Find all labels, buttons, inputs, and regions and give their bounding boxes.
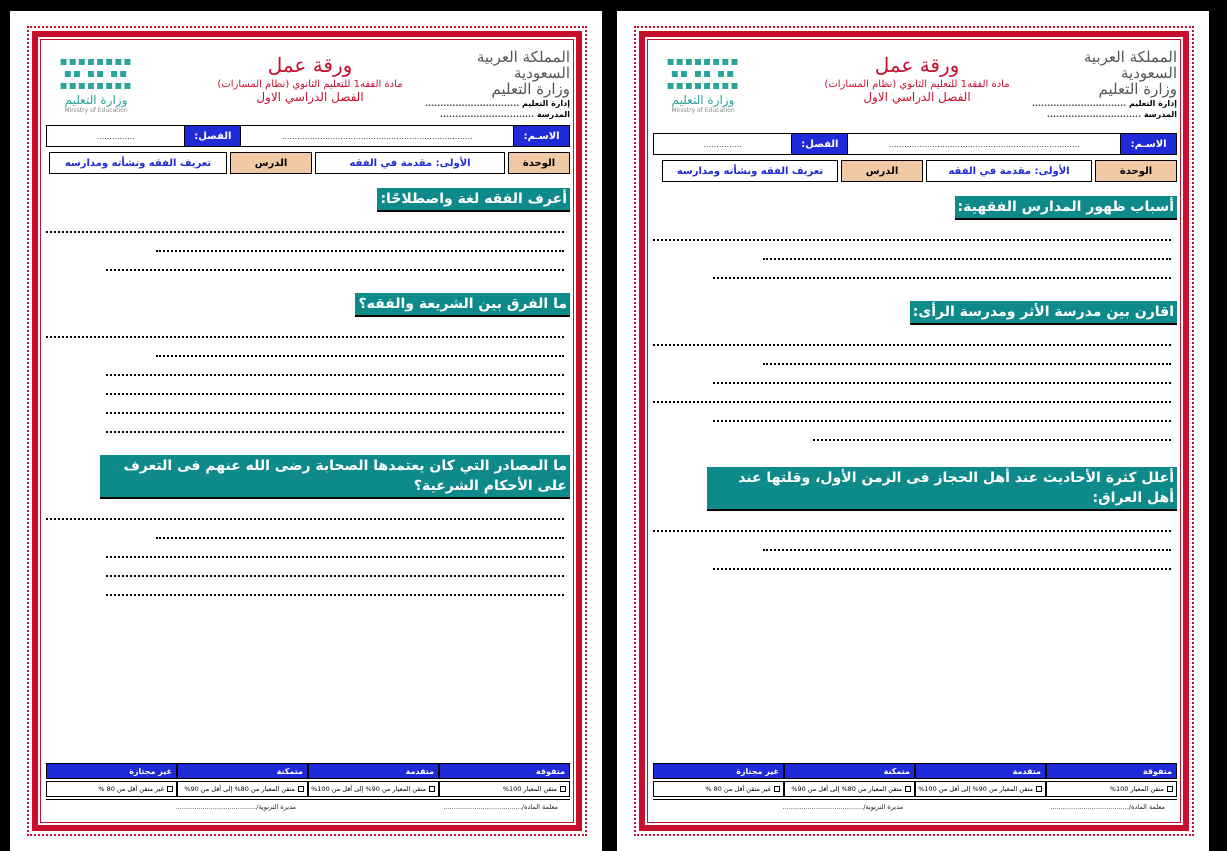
question-text: أعرف الفقه لغة واصطلاحًا: — [377, 188, 570, 212]
moe-logo: ▪▪▪▪▪▪▪▪ ▪▪ ▪▪ ▪▪ ▪▪▪▪▪▪▪▪ وزارة التعليم Ministry of Education — [46, 55, 146, 114]
grade-header: غير مجتازة — [46, 763, 177, 779]
checkbox-icon[interactable] — [1167, 786, 1173, 792]
lesson-value: تعريف الفقه ونشأته ومدارسه — [49, 152, 227, 174]
criteria-checkbox[interactable]: غير متقن أقل من 80 % — [653, 781, 784, 797]
grade-header: متمكنة — [177, 763, 308, 779]
name-row — [46, 125, 570, 147]
evaluation-footer — [653, 763, 1177, 813]
checkbox-icon[interactable] — [1036, 786, 1042, 792]
name-label: الاسـم: — [513, 126, 569, 146]
unit-value: الأولى: مقدمة في الفقه — [315, 152, 505, 174]
moe-logo: ▪▪▪▪▪▪▪▪ ▪▪ ▪▪ ▪▪ ▪▪▪▪▪▪▪▪ وزارة التعليم Ministry of Education — [653, 55, 753, 114]
class-label: الفصل: — [184, 126, 240, 146]
unit-label: الوحدة — [1095, 160, 1177, 182]
answer-lines[interactable] — [653, 222, 1177, 279]
criteria-checkbox[interactable]: متقن المعيار من 80% إلى أقل من 90% — [784, 781, 915, 797]
kingdom-logo: المملكة العربية السعودية — [476, 48, 570, 82]
semester-label: الفصل الدراسي الاول — [863, 90, 971, 104]
education-field: إدارة التعليم ............................... — [1031, 99, 1177, 108]
kingdom-block — [424, 48, 570, 119]
kingdom-block — [1031, 48, 1177, 119]
subject-subtitle: مادة الفقه1 للتعليم الثانوي (نظام المسارات) — [824, 79, 1010, 90]
signature-row — [46, 799, 570, 813]
worksheet-page-left — [10, 11, 602, 851]
checkbox-icon[interactable] — [560, 786, 566, 792]
teacher-signature: معلمة المادة/...................................... — [915, 799, 1177, 813]
lesson-value: تعريف الفقه ونشأته ومدارسه — [662, 160, 838, 182]
page-title: ورقة عمل — [874, 53, 960, 77]
grade-criteria — [653, 781, 1177, 797]
page-title: ورقة عمل — [267, 53, 353, 77]
signature-row — [653, 799, 1177, 813]
grade-header: متقدمة — [915, 763, 1046, 779]
grade-headers — [653, 763, 1177, 779]
principal-signature: مديرة التربوية/....................................... — [653, 799, 915, 813]
class-field[interactable]: ............... — [654, 134, 791, 154]
teacher-signature: معلمة المادة/...................................... — [308, 799, 570, 813]
answer-lines[interactable] — [46, 214, 570, 271]
question-text: ما المصادر التي كان يعتمدها الصحابة رضى الله عنهم فى التعرف على الأحكام الشرعية؟ — [100, 455, 570, 499]
moe-dots-icon: ▪▪▪▪▪▪▪▪ ▪▪ ▪▪ ▪▪ ▪▪▪▪▪▪▪▪ — [59, 54, 133, 92]
unit-row — [653, 160, 1177, 182]
question-2 — [653, 287, 1177, 325]
page-header — [46, 45, 570, 125]
grade-headers — [46, 763, 570, 779]
principal-signature: مديرة التربوية/....................................... — [46, 799, 308, 813]
criteria-checkbox[interactable]: متقن المعيار من 90% إلى أقل من 100% — [915, 781, 1046, 797]
grade-header: متقدمة — [308, 763, 439, 779]
education-field: إدارة التعليم ............................... — [424, 99, 570, 108]
checkbox-icon[interactable] — [167, 786, 173, 792]
name-field[interactable]: ........................................................................... — [240, 126, 513, 146]
name-field[interactable]: ........................................................................... — [847, 134, 1120, 154]
checkbox-icon[interactable] — [298, 786, 304, 792]
criteria-checkbox[interactable]: غير متقن أقل من 80 % — [46, 781, 177, 797]
evaluation-footer — [46, 763, 570, 813]
ministry-logo: وزارة التعليم — [491, 80, 570, 98]
checkbox-icon[interactable] — [429, 786, 435, 792]
answer-lines[interactable] — [46, 501, 570, 596]
question-text: اقارن بين مدرسة الأثر ومدرسة الرأى: — [910, 301, 1177, 325]
lesson-label: الدرس — [230, 152, 312, 174]
class-label: الفصل: — [791, 134, 847, 154]
title-block — [817, 53, 1017, 104]
name-row — [653, 133, 1177, 155]
criteria-checkbox[interactable]: متقن المعيار من 80% إلى أقل من 90% — [177, 781, 308, 797]
kingdom-logo: المملكة العربية السعودية — [1083, 48, 1177, 82]
unit-row — [46, 152, 570, 174]
criteria-checkbox[interactable]: متقن المعيار 100% — [1046, 781, 1177, 797]
page-content — [46, 45, 570, 823]
grade-header: غير مجتازة — [653, 763, 784, 779]
criteria-checkbox[interactable]: متقن المعيار من 90% إلى أقل من 100% — [308, 781, 439, 797]
ministry-logo: وزارة التعليم — [1098, 80, 1177, 98]
question-text: ما الفرق بين الشريعة والفقه؟ — [355, 293, 570, 317]
question-text: أعلل كثرة الأحاديث عند أهل الحجاز فى الزمن الأول، وقلتها عند أهل العراق: — [707, 467, 1177, 511]
grade-header: متفوقة — [1046, 763, 1177, 779]
class-field[interactable]: ............... — [47, 126, 184, 146]
unit-label: الوحدة — [508, 152, 570, 174]
semester-label: الفصل الدراسي الاول — [256, 90, 364, 104]
answer-lines[interactable] — [653, 513, 1177, 570]
unit-value: الأولى: مقدمة في الفقه — [926, 160, 1092, 182]
subject-subtitle: مادة الفقه1 للتعليم الثانوي (نظام المسارات) — [217, 79, 403, 90]
checkbox-icon[interactable] — [905, 786, 911, 792]
title-block — [210, 53, 410, 104]
worksheet-page-right — [617, 11, 1209, 851]
question-text: أسباب ظهور المدارس الفقهية: — [955, 196, 1177, 220]
school-field: المدرسة ............................... — [1046, 110, 1177, 119]
moe-dots-icon: ▪▪▪▪▪▪▪▪ ▪▪ ▪▪ ▪▪ ▪▪▪▪▪▪▪▪ — [666, 54, 740, 92]
question-1 — [46, 174, 570, 212]
page-header — [653, 45, 1177, 125]
grade-header: متمكنة — [784, 763, 915, 779]
criteria-checkbox[interactable]: متقن المعيار 100% — [439, 781, 570, 797]
question-1 — [653, 182, 1177, 220]
checkbox-icon[interactable] — [774, 786, 780, 792]
question-2 — [46, 279, 570, 317]
grade-criteria — [46, 781, 570, 797]
school-field: المدرسة ............................... — [439, 110, 570, 119]
answer-lines[interactable] — [653, 327, 1177, 441]
name-label: الاسـم: — [1120, 134, 1176, 154]
page-content — [653, 45, 1177, 823]
question-3 — [46, 441, 570, 499]
answer-lines[interactable] — [46, 319, 570, 433]
lesson-label: الدرس — [841, 160, 923, 182]
question-3 — [653, 453, 1177, 511]
grade-header: متفوقة — [439, 763, 570, 779]
